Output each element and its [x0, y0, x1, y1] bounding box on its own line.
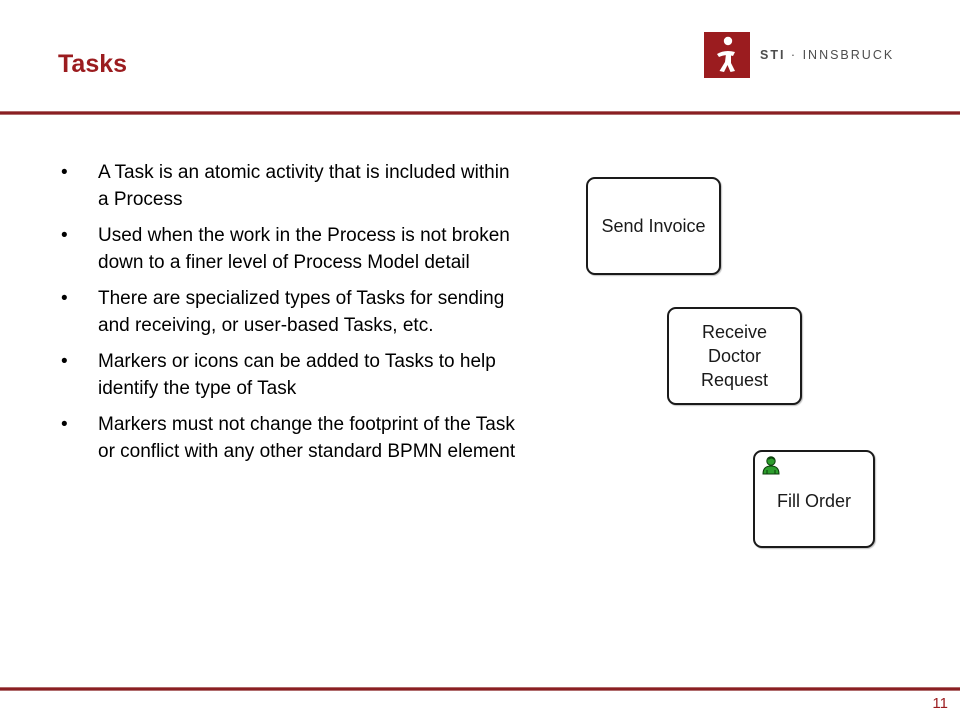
page-number: 11 — [932, 695, 948, 712]
bullet-text: A Task is an atomic activity that is included within a Process — [98, 162, 510, 210]
logo-separator: · — [785, 48, 803, 62]
sti-innsbruck-logo — [704, 32, 894, 78]
bullet-text: There are specialized types of Tasks for sending and receiving, or user-based Tasks, etc. — [98, 288, 505, 336]
bullet-item — [60, 160, 520, 213]
bullet-marker: • — [61, 162, 68, 183]
bullet-list — [60, 160, 520, 475]
task-label: Send Invoice — [601, 216, 706, 236]
bullet-marker: • — [61, 414, 68, 435]
bullet-item — [60, 349, 520, 402]
bullet-item — [60, 223, 520, 276]
sti-figure-logo-icon — [704, 32, 750, 78]
bullet-marker: • — [61, 225, 68, 246]
footer-divider — [0, 687, 960, 691]
logo-place: INNSBRUCK — [802, 48, 895, 62]
user-task-icon — [761, 455, 781, 475]
bullet-text: Markers or icons can be added to Tasks to help identify the type of Task — [98, 351, 496, 399]
logo-text — [760, 48, 894, 62]
bullet-text: Used when the work in the Process is not broken down to a finer level of Process Model detail — [98, 225, 510, 273]
bullet-item — [60, 286, 520, 339]
task-label: Fill Order — [776, 491, 851, 511]
header-divider — [0, 111, 960, 115]
task-receive-doctor-request — [667, 307, 802, 405]
bullet-marker: • — [61, 351, 68, 372]
task-fill-order — [753, 450, 875, 548]
bullet-text: Markers must not change the footprint of the Task or conflict with any other standard BPMN element — [98, 414, 516, 462]
task-label: Receive Doctor Request — [700, 322, 769, 390]
bullet-marker: • — [61, 288, 68, 309]
bullet-item — [60, 412, 520, 465]
task-send-invoice — [586, 177, 721, 275]
logo-brand: STI — [760, 48, 786, 62]
slide-title: Tasks — [58, 50, 128, 78]
